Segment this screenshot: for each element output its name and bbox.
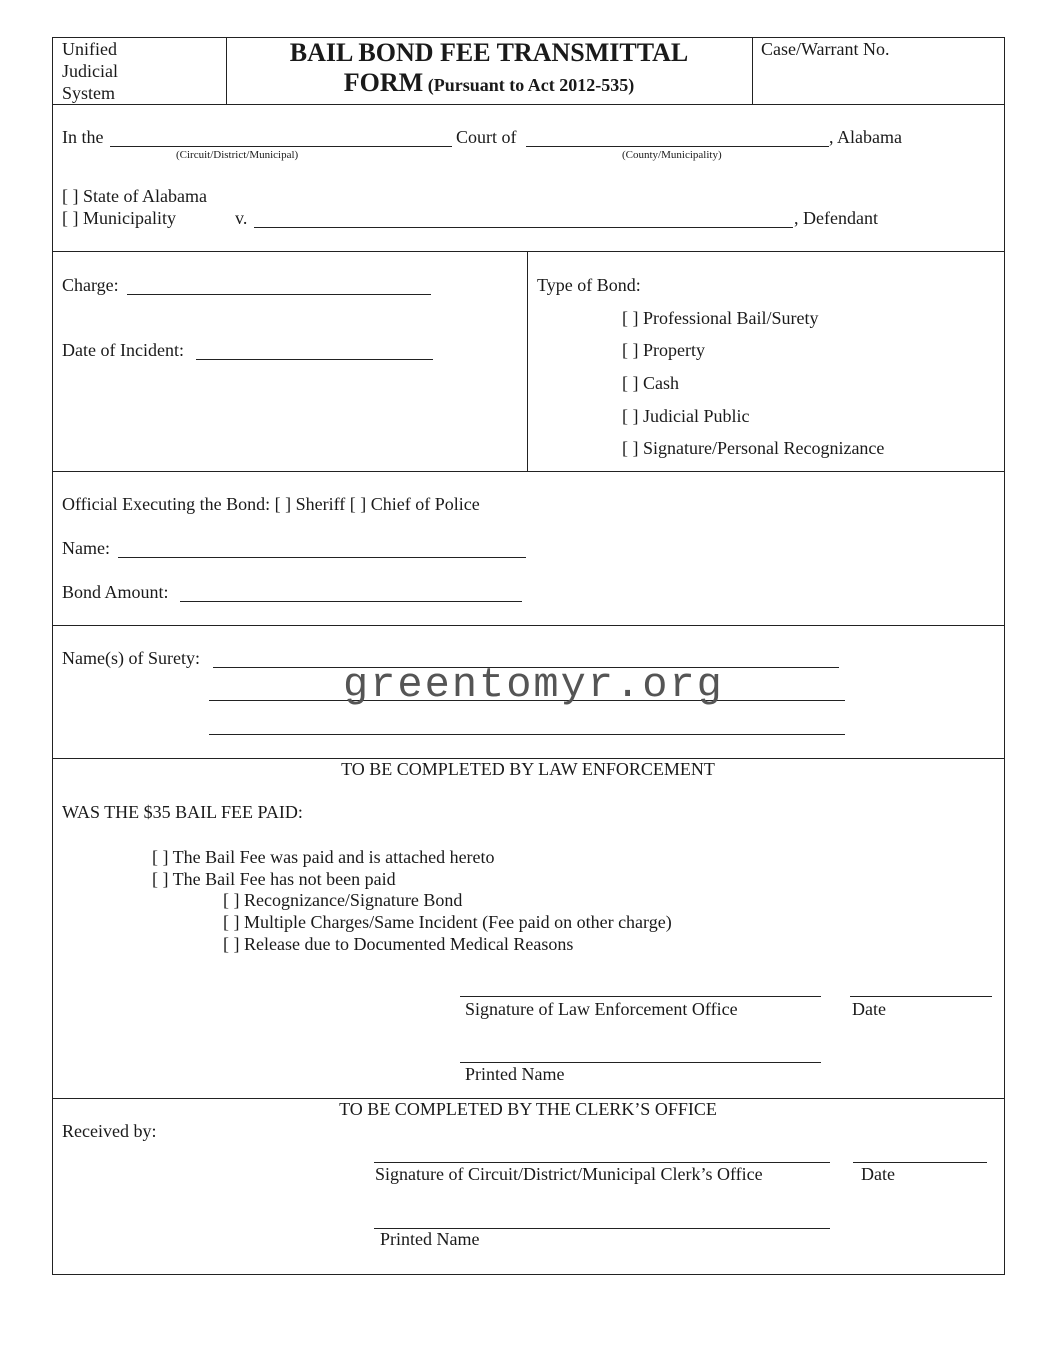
officer-date-field[interactable]: [850, 980, 992, 997]
clerk-date-label: Date: [861, 1164, 895, 1184]
form-title-act-reference: (Pursuant to Act 2012-535): [427, 75, 635, 95]
official-name-field[interactable]: [118, 541, 526, 558]
official-executing-options[interactable]: Official Executing the Bond: [ ] Sheriff [ ] Chief of Police: [62, 494, 480, 514]
bond-type-judicial-public-checkbox[interactable]: [ ] Judicial Public: [622, 406, 750, 426]
form-title-line-1: BAIL BOND FEE TRANSMITTAL: [289, 38, 689, 67]
fee-paid-checkbox[interactable]: [ ] The Bail Fee was paid and is attached hereto: [152, 847, 495, 867]
court-bottom-rule: [52, 251, 1004, 252]
date-of-incident-label: Date of Incident:: [62, 340, 184, 360]
agency-line-2: Judicial: [62, 61, 118, 81]
header-divider-right: [752, 37, 753, 104]
bond-type-professional-checkbox[interactable]: [ ] Professional Bail/Surety: [622, 308, 819, 328]
clerk-printed-name-field[interactable]: [374, 1212, 830, 1229]
officer-printed-name-label: Printed Name: [465, 1064, 565, 1084]
court-of-label: Court of: [456, 127, 517, 147]
surety-label: Name(s) of Surety:: [62, 648, 200, 668]
clerk-signature-field[interactable]: [374, 1146, 830, 1163]
versus-label: v.: [235, 208, 248, 228]
clerk-printed-name-label: Printed Name: [380, 1229, 480, 1249]
fee-not-paid-checkbox[interactable]: [ ] The Bail Fee has not been paid: [152, 869, 396, 889]
clerk-signature-label: Signature of Circuit/District/Municipal Clerk’s Office: [375, 1164, 763, 1184]
recognizance-bond-checkbox[interactable]: [ ] Recognizance/Signature Bond: [223, 890, 463, 910]
in-the-label: In the: [62, 127, 104, 147]
surety-field-3[interactable]: [209, 718, 845, 735]
court-type-hint: (Circuit/District/Municipal): [176, 149, 299, 161]
defendant-field[interactable]: [254, 211, 793, 228]
official-name-label: Name:: [62, 538, 110, 558]
officer-printed-name-field[interactable]: [460, 1046, 821, 1063]
municipality-checkbox[interactable]: [ ] Municipality: [62, 208, 176, 228]
charge-divider: [527, 251, 528, 471]
form-title-form-word: FORM: [343, 68, 424, 97]
watermark-text: greentomyr.org: [343, 661, 724, 709]
alabama-suffix: , Alabama: [829, 127, 902, 147]
case-warrant-label: Case/Warrant No.: [761, 39, 890, 59]
officer-date-label: Date: [852, 999, 886, 1019]
agency-line-1: Unified: [62, 39, 117, 59]
clerk-date-field[interactable]: [853, 1146, 987, 1163]
defendant-suffix: , Defendant: [794, 208, 878, 228]
bond-amount-field[interactable]: [180, 585, 522, 602]
date-of-incident-field[interactable]: [196, 343, 433, 360]
bond-type-property-checkbox[interactable]: [ ] Property: [622, 340, 705, 360]
bond-type-signature-checkbox[interactable]: [ ] Signature/Personal Recognizance: [622, 438, 885, 458]
law-enforcement-heading: TO BE COMPLETED BY LAW ENFORCEMENT: [341, 759, 715, 779]
agency-line-3: System: [62, 83, 116, 103]
charge-label: Charge:: [62, 275, 119, 295]
officer-signature-field[interactable]: [460, 980, 821, 997]
state-of-alabama-checkbox[interactable]: [ ] State of Alabama: [62, 186, 207, 206]
county-hint: (County/Municipality): [622, 149, 722, 161]
bail-fee-question: WAS THE $35 BAIL FEE PAID:: [62, 802, 303, 822]
case-warrant-field[interactable]: [758, 62, 998, 100]
charge-bottom-rule: [52, 471, 1004, 472]
bond-type-cash-checkbox[interactable]: [ ] Cash: [622, 373, 679, 393]
header-bottom-rule: [52, 104, 1004, 105]
officer-signature-label: Signature of Law Enforcement Office: [465, 999, 738, 1019]
court-type-field[interactable]: [110, 130, 452, 147]
county-field[interactable]: [526, 130, 829, 147]
form-title-line-2: [226, 68, 752, 98]
received-by-label: Received by:: [62, 1121, 157, 1141]
clerk-heading: TO BE COMPLETED BY THE CLERK’S OFFICE: [339, 1099, 717, 1119]
bond-type-label: Type of Bond:: [537, 275, 641, 295]
multiple-charges-checkbox[interactable]: [ ] Multiple Charges/Same Incident (Fee paid on other charge): [223, 912, 672, 932]
official-bottom-rule: [52, 625, 1004, 626]
charge-field[interactable]: [127, 278, 431, 295]
medical-release-checkbox[interactable]: [ ] Release due to Documented Medical Reasons: [223, 934, 574, 954]
bond-amount-label: Bond Amount:: [62, 582, 169, 602]
